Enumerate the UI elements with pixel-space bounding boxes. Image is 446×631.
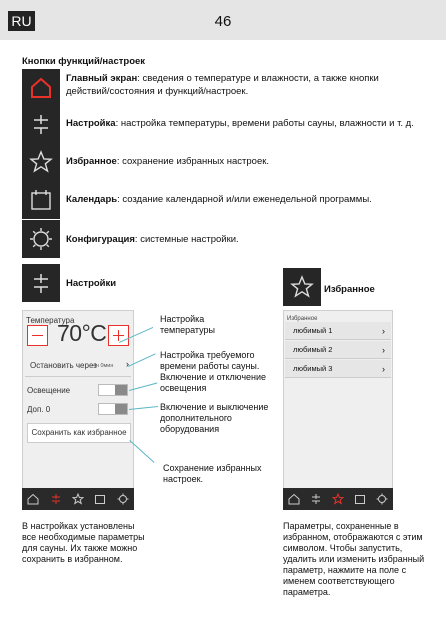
- extra-toggle[interactable]: [98, 403, 128, 415]
- chevron-right-icon: ›: [382, 326, 385, 336]
- list-item[interactable]: любимый 3 ›: [285, 360, 391, 378]
- settings-title: Настройки: [66, 278, 117, 289]
- sliders-icon[interactable]: [310, 493, 322, 505]
- home-icon[interactable]: [288, 493, 300, 505]
- gear-icon: [22, 220, 60, 258]
- item-calendar-desc: Календарь: создание календарной и/или еженедельной программы.: [66, 194, 372, 205]
- temperature-value: 70°C: [57, 320, 107, 346]
- callout-extra: Включение и выключение дополнительного оборудования: [160, 402, 269, 434]
- star-icon[interactable]: [72, 493, 84, 505]
- favorites-title: Избранное: [324, 284, 375, 295]
- item-favorites-desc: Избранное: сохранение избранных настроек.: [66, 156, 270, 167]
- list-item[interactable]: любимый 2 ›: [285, 341, 391, 359]
- item-home-desc: Главный экран: сведения о температуре и влажности, а также кнопки действий/состояния и функций/настроек.: [66, 73, 379, 97]
- favorites-caption: Параметры, сохраненные в избранном, отображаются с этим символом. Чтобы запустить, удалить или изменить избранный параметр, нажмите на поле с именем соответствующего параметра.: [283, 521, 425, 597]
- home-icon: [22, 69, 60, 107]
- calendar-icon[interactable]: [94, 493, 106, 505]
- star-icon[interactable]: [332, 493, 344, 505]
- chevron-right-icon: ›: [126, 359, 129, 369]
- item-settings-desc: Настройка: настройка температуры, времени работы сауны, влажности и т. д.: [66, 118, 414, 129]
- extra-label: Доп. 0: [27, 405, 51, 414]
- gear-icon[interactable]: [376, 493, 388, 505]
- bottom-nav: [22, 488, 134, 510]
- callout-time: Настройка требуемого времени работы сауны.: [160, 350, 260, 371]
- callout-light: Включение и отключение освещения: [160, 372, 267, 393]
- lighting-toggle[interactable]: [98, 384, 128, 396]
- temperature-label: Температура: [26, 316, 75, 325]
- list-item[interactable]: любимый 1 ›: [285, 322, 391, 340]
- stop-after-label: Остановить через: [30, 361, 97, 370]
- calendar-icon: [22, 181, 60, 219]
- sliders-icon[interactable]: [50, 493, 62, 505]
- lighting-label: Освещение: [27, 386, 71, 395]
- calendar-icon[interactable]: [354, 493, 366, 505]
- sliders-icon: [22, 105, 60, 143]
- chevron-right-icon: ›: [382, 364, 385, 374]
- page-number: 46: [214, 13, 232, 30]
- settings-caption: В настройках установлены все необходимые параметры для сауны. Их также можно сохранить в избранном.: [22, 521, 145, 564]
- star-icon: [22, 143, 60, 181]
- stop-after-value: 4ч 0мин: [93, 363, 114, 369]
- sliders-icon: [22, 264, 60, 302]
- save-favorite-button[interactable]: Сохранить как избранное: [27, 423, 131, 443]
- language-badge: RU: [8, 11, 35, 31]
- chevron-right-icon: ›: [382, 345, 385, 355]
- favorites-screen: [283, 310, 393, 510]
- item-config-desc: Конфигурация: системные настройки.: [66, 234, 239, 245]
- section-title: Кнопки функций/настроек: [22, 56, 146, 67]
- callout-save: Сохранение избранных настроек.: [163, 463, 262, 484]
- callout-temp: Настройка температуры: [160, 314, 216, 335]
- stop-after-row[interactable]: [25, 355, 131, 377]
- temp-decrease-button[interactable]: [27, 325, 48, 346]
- favorites-list-title: Избранное: [287, 316, 318, 322]
- home-icon[interactable]: [27, 493, 39, 505]
- bottom-nav: [283, 488, 393, 510]
- star-icon: [283, 268, 321, 306]
- gear-icon[interactable]: [117, 493, 129, 505]
